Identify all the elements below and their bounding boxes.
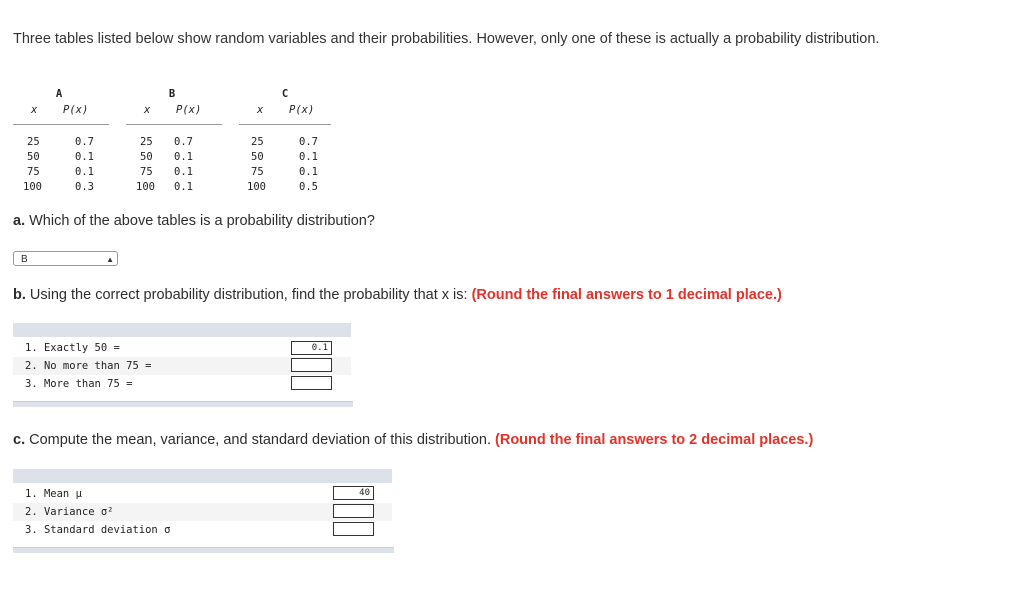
table-name: A [55, 88, 63, 100]
part-a-question [13, 213, 375, 229]
table-select-dropdown[interactable] [13, 251, 118, 266]
p-value: 0.1 [174, 181, 193, 193]
part-c-question [13, 432, 813, 448]
p-value: 0.1 [75, 151, 94, 163]
part-c-text: Compute the mean, variance, and standard deviation of this distribution. [29, 432, 491, 448]
answer-label: 2. Variance σ² [25, 506, 114, 518]
answer-label: 3. Standard deviation σ [25, 524, 171, 536]
x-value: 50 [27, 151, 40, 163]
panel-footer [13, 401, 353, 407]
p-value: 0.1 [75, 166, 94, 178]
x-value: 75 [140, 166, 153, 178]
part-c-instruction: (Round the final answers to 2 decimal places.) [495, 432, 814, 448]
answer-label: 2. No more than 75 = [25, 360, 152, 372]
x-value: 25 [251, 136, 264, 148]
x-value: 25 [140, 136, 153, 148]
answer-label: 1. Mean μ [25, 488, 82, 500]
x-value: 25 [27, 136, 40, 148]
x-value: 100 [136, 181, 155, 193]
p-value: 0.1 [174, 151, 193, 163]
x-header: x [31, 104, 38, 116]
more-than-75-input[interactable] [291, 376, 332, 390]
part-a-text: Which of the above tables is a probability distribution? [29, 213, 375, 229]
x-value: 75 [27, 166, 40, 178]
table-rule [239, 124, 331, 125]
p-value: 0.1 [299, 166, 318, 178]
panel-footer [13, 547, 394, 553]
answer-label: 1. Exactly 50 = [25, 342, 120, 354]
mean-input[interactable]: 40 [333, 486, 374, 500]
part-b-instruction: (Round the final answers to 1 decimal place.) [471, 287, 782, 303]
x-header: x [257, 104, 264, 116]
part-a-letter: a. [13, 213, 26, 229]
part-b-question [13, 287, 782, 303]
table-rule [126, 124, 222, 125]
up-down-arrows-icon: ▲ [106, 255, 114, 264]
table-rule [13, 124, 109, 125]
x-value: 100 [247, 181, 266, 193]
p-value: 0.5 [299, 181, 318, 193]
answer-label: 3. More than 75 = [25, 378, 133, 390]
part-b-answer-panel [13, 323, 353, 409]
x-value: 50 [140, 151, 153, 163]
table-name: C [281, 88, 289, 100]
p-header: P(x) [289, 104, 315, 116]
x-value: 100 [23, 181, 42, 193]
x-value: 75 [251, 166, 264, 178]
selected-value: B [21, 254, 28, 265]
p-header: P(x) [176, 104, 202, 116]
standard-deviation-input[interactable] [333, 522, 374, 536]
p-value: 0.7 [174, 136, 193, 148]
p-value: 0.1 [299, 151, 318, 163]
p-value: 0.1 [174, 166, 193, 178]
p-value: 0.7 [299, 136, 318, 148]
panel-header [13, 323, 351, 337]
p-value: 0.7 [75, 136, 94, 148]
p-value: 0.3 [75, 181, 94, 193]
table-name: B [168, 88, 176, 100]
part-b-letter: b. [13, 287, 26, 303]
variance-input[interactable] [333, 504, 374, 518]
p-header: P(x) [63, 104, 89, 116]
part-c-letter: c. [13, 432, 26, 448]
x-header: x [144, 104, 151, 116]
part-c-answer-panel [13, 469, 394, 555]
panel-header [13, 469, 392, 483]
intro-text: Three tables listed below show random variables and their probabilities. However, only one of these is actually a probability distribution. [13, 31, 880, 47]
x-value: 50 [251, 151, 264, 163]
no-more-than-75-input[interactable] [291, 358, 332, 372]
exactly-50-input[interactable]: 0.1 [291, 341, 332, 355]
part-b-text: Using the correct probability distribution, find the probability that x is: [29, 287, 468, 303]
